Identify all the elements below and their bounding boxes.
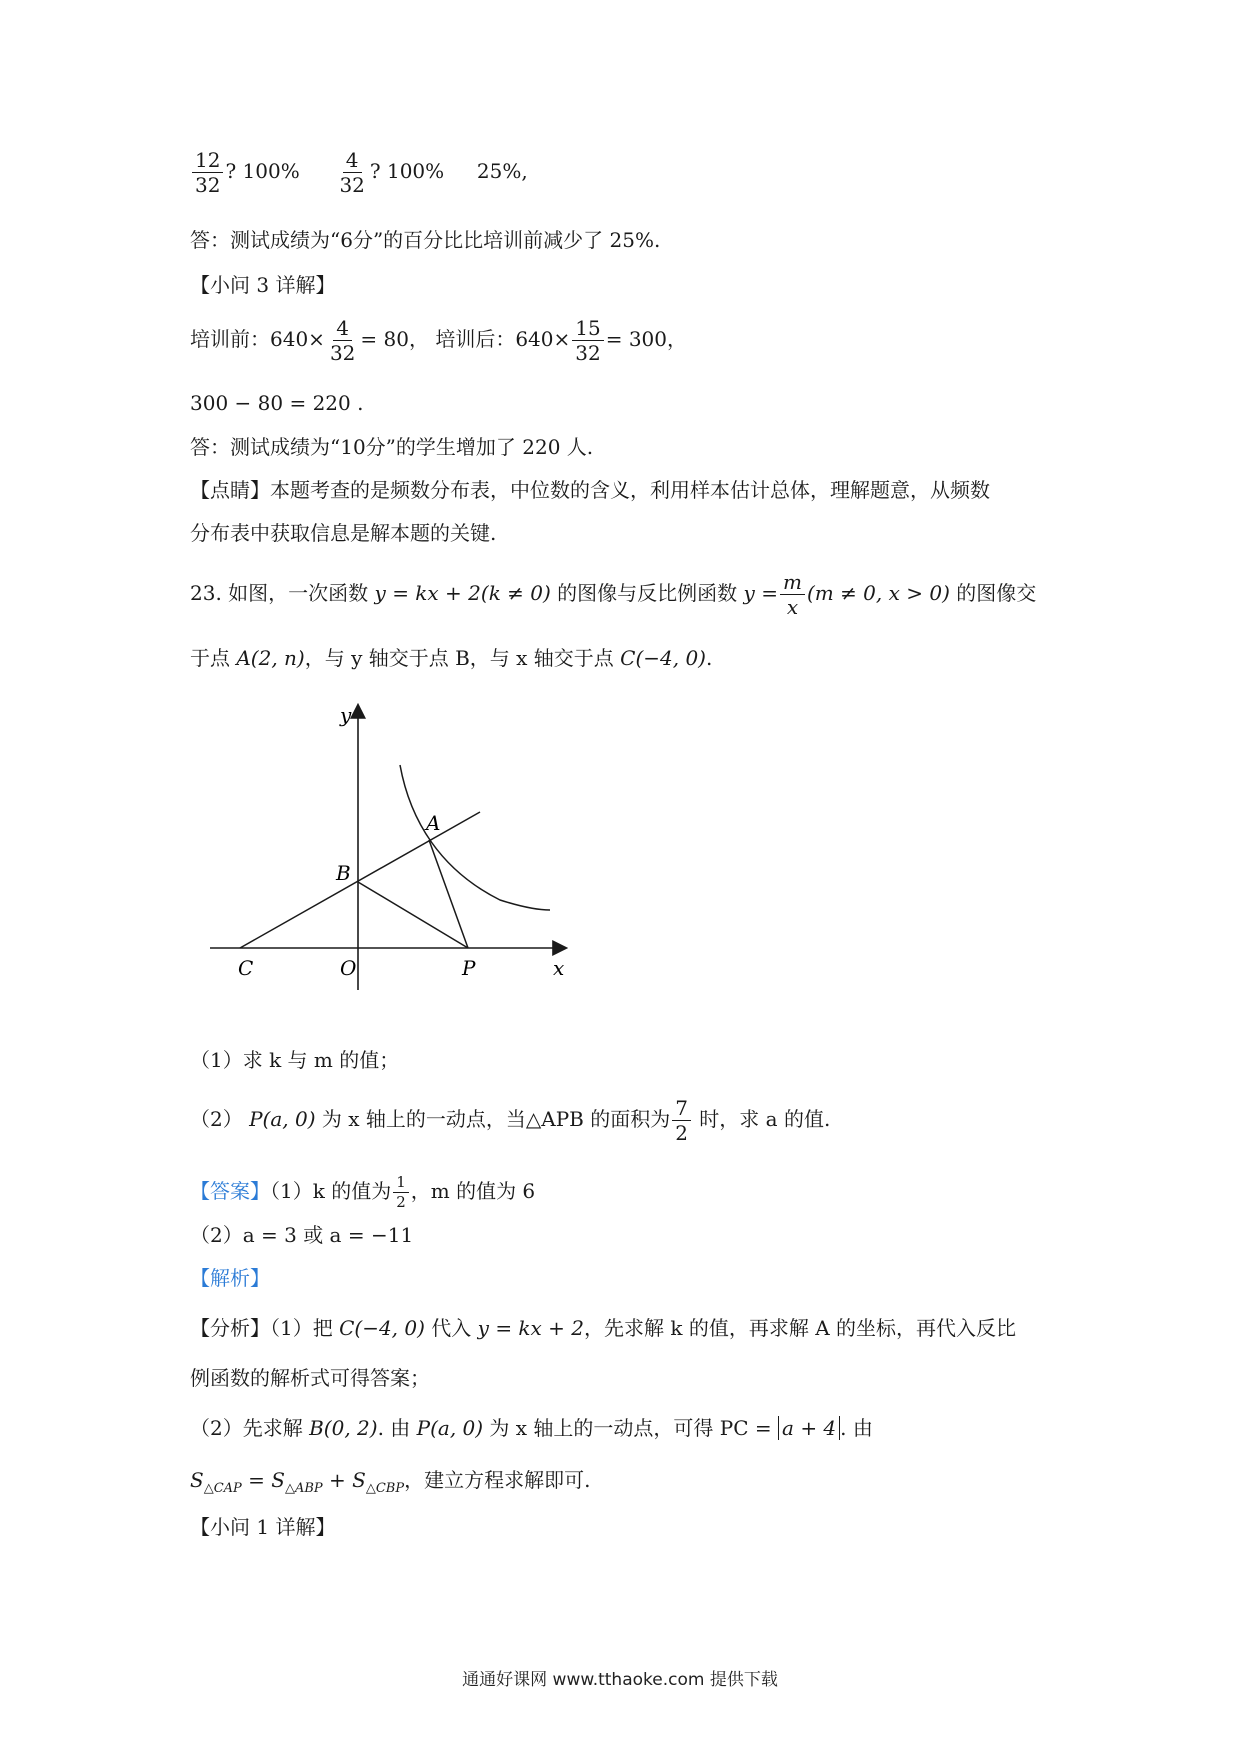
label-a: A — [426, 811, 441, 835]
label-y: y — [340, 703, 352, 727]
sub-question-1: （1）求 k 与 m 的值； — [190, 1048, 400, 1072]
section-heading: 【小问 3 详解】 — [190, 273, 336, 297]
answer-2: （2）a = 3 或 a = −11 — [190, 1223, 414, 1247]
absolute-value: a + 4 — [778, 1416, 840, 1440]
analysis-line-2: 例函数的解析式可得答案； — [190, 1366, 430, 1390]
page-footer: 通通好课网 www.tthaoke.com 提供下载 — [462, 1670, 778, 1690]
section-heading: 【小问 1 详解】 — [190, 1515, 336, 1539]
comment-line-1: 【点睛】本题考查的是频数分布表，中位数的含义，利用样本估计总体，理解题意，从频数 — [190, 478, 990, 502]
answer-line: 答：测试成绩为“6分”的百分比比培训前减少了 25%. — [190, 228, 661, 252]
segment-ap — [429, 840, 468, 948]
label-x: x — [553, 956, 565, 980]
answer-tag: 【答案】 — [190, 1179, 270, 1203]
fraction: $\frac{15}{32}$ — [572, 318, 603, 363]
analysis-line-1: 【分析】（1）把 C(−4, 0) 代入 y = kx + 2，先求解 k 的值，再求解 A 的坐标，再代入反比 — [190, 1316, 1017, 1340]
fraction: $\frac{12}{32}$ — [192, 150, 223, 195]
label-o: O — [340, 956, 357, 980]
label-b: B — [336, 861, 351, 885]
analysis-tag: 【解析】 — [190, 1266, 270, 1290]
fraction: $\frac{1}{2}$ — [393, 1175, 409, 1210]
label-c: C — [238, 956, 254, 980]
q3-calc-line: 培训前：640× $\frac{4}{32}$ = 80， 培训后：640× $\frac{15}{32}$ = 300， — [190, 316, 688, 365]
analysis-line-3: （2）先求解 B(0, 2). 由 P(a, 0) 为 x 轴上的一动点，可得 PC = a + 4 . 由 — [190, 1416, 873, 1440]
segment-bp — [358, 882, 468, 948]
calc-line: $\frac{12}{32}$ ? 100% $\frac{4}{32}$ ? 100% 25%, — [190, 150, 528, 195]
fraction: $\frac{m}{x}$ — [780, 572, 805, 617]
fraction: $\frac{7}{2}$ — [672, 1098, 691, 1143]
label-p: P — [462, 956, 476, 980]
sub-question-2: （2） P(a, 0) 为 x 轴上的一动点，当△APB 的面积为 $\frac{7}{2}$ 时，求 a 的值. — [190, 1096, 831, 1145]
answer-1: 【答案】（1）k 的值为 $\frac{1}{2}$ ，m 的值为 6 — [190, 1173, 536, 1211]
coordinate-figure — [200, 700, 600, 1000]
comment-line-2: 分布表中获取信息是解本题的关键. — [190, 521, 497, 545]
fraction: $\frac{4}{32}$ — [339, 148, 365, 197]
fraction: $\frac{4}{32}$ — [329, 316, 356, 365]
hyperbola-curve — [400, 765, 550, 910]
problem-line-1: 23. 如图，一次函数 y = kx + 2(k ≠ 0) 的图像与反比例函数 y = $\frac{m}{x}$ (m ≠ 0, x > 0) 的图像交 — [190, 570, 1037, 619]
q3-difference: 300 − 80 = 220 . — [190, 391, 364, 415]
problem-line-2: 于点 A(2, n)，与 y 轴交于点 B，与 x 轴交于点 C(−4, 0). — [190, 646, 713, 670]
analysis-line-4: $S_{\triangle CAP} = S_{\triangle ABP} + S_{\triangle CBP}$，建立方程求解即可. — [190, 1468, 591, 1496]
q3-answer: 答：测试成绩为“10分”的学生增加了 220 人. — [190, 435, 594, 459]
